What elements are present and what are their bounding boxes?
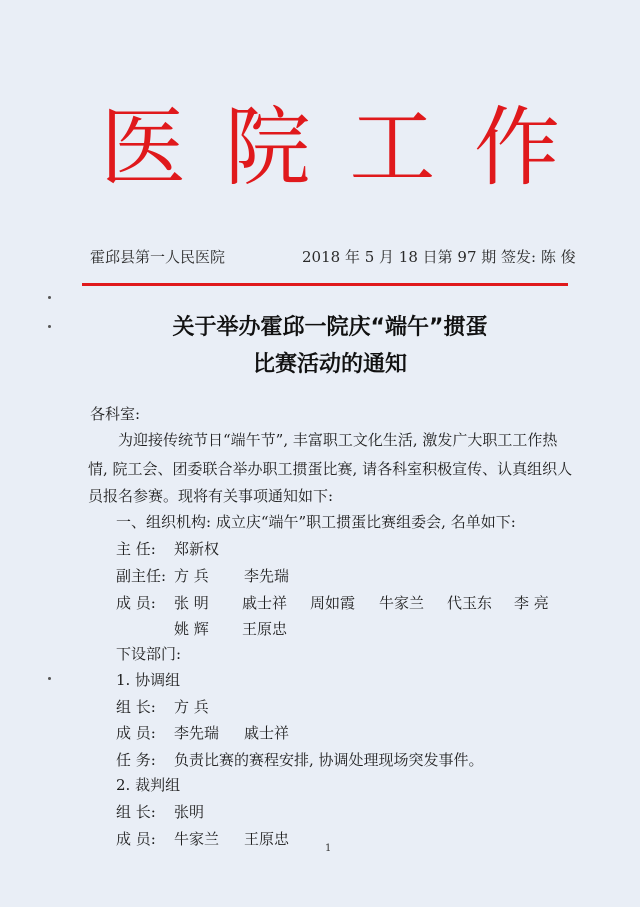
member-name: 李 亮 (514, 594, 549, 612)
label: 组 长: (116, 698, 156, 716)
masthead-char: 作 (473, 98, 560, 198)
departments-heading: 下设部门: (116, 645, 182, 663)
deputy-name: 李先瑞 (244, 567, 290, 585)
member-name: 李先瑞 (174, 724, 220, 742)
notice-title-line2: 比赛活动的通知 (252, 352, 407, 377)
section-heading: 一、组织机构: 成立庆“端午”职工掼蛋比赛组委会, 名单如下: (116, 513, 516, 531)
member-name: 戚士祥 (244, 724, 290, 742)
label: 成 员: (116, 830, 156, 848)
paragraph-line: 员报名参赛。现将有关事项通知如下: (88, 487, 334, 505)
leader-name: 方 兵 (174, 698, 209, 716)
scan-speck (48, 325, 51, 328)
member-name: 王原忠 (242, 620, 288, 638)
group-title: 1. 协调组 (116, 671, 181, 689)
salutation: 各科室: (90, 405, 141, 423)
member-name: 戚士祥 (242, 594, 288, 612)
leader-name: 张明 (174, 803, 205, 821)
label: 成 员: (116, 594, 156, 612)
group-title: 2. 裁判组 (116, 776, 181, 794)
scan-speck (48, 296, 51, 299)
member-name: 代玉东 (447, 594, 493, 612)
notice-title-line1: 关于举办霍邱一院庆“端午”掼蛋 (172, 315, 488, 340)
label: 成 员: (116, 724, 156, 742)
paragraph-line: 情, 院工会、团委联合举办职工掼蛋比赛, 请各科室积极宣传、认真组织人 (88, 460, 573, 478)
issue-info: 2018 年 5 月 18 日第 97 期 签发: 陈 俊 (302, 248, 576, 266)
label: 主 任: (116, 540, 156, 558)
director-name: 郑新权 (174, 540, 220, 558)
member-name: 王原忠 (244, 830, 290, 848)
paragraph-line: 为迎接传统节日“端午节”, 丰富职工文化生活, 激发广大职工工作热 (118, 431, 558, 449)
label: 任 务: (116, 751, 156, 769)
duty-text: 负责比赛的赛程安排, 协调处理现场突发事件。 (174, 751, 484, 769)
page-number: 1 (325, 843, 332, 854)
masthead-char: 工 (349, 98, 436, 198)
masthead-char: 医 (100, 98, 186, 198)
label: 组 长: (116, 803, 156, 821)
member-name: 牛家兰 (379, 594, 425, 612)
hospital-name: 霍邱县第一人民医院 (90, 248, 226, 266)
member-name: 牛家兰 (174, 830, 220, 848)
member-name: 张 明 (174, 594, 209, 612)
label: 副主任: (116, 567, 167, 585)
member-name: 姚 辉 (174, 620, 209, 638)
member-name: 周如霞 (310, 594, 356, 612)
scan-speck (48, 677, 51, 680)
masthead-title (100, 98, 560, 198)
deputy-name: 方 兵 (174, 567, 209, 585)
header-divider (82, 283, 568, 286)
masthead-char: 院 (224, 98, 311, 198)
